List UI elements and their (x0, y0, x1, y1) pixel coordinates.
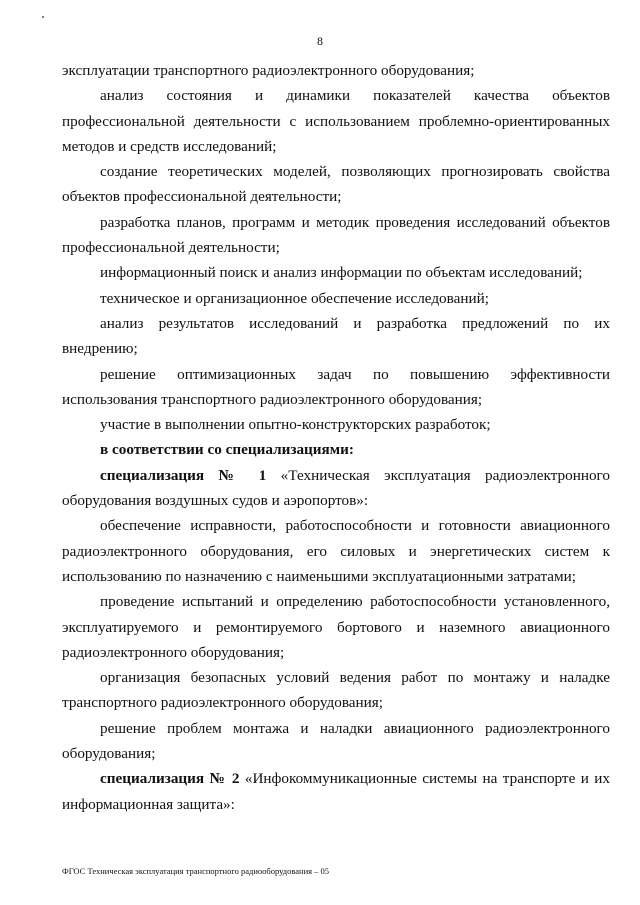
section-heading (62, 437, 610, 462)
section-heading-bold: в соответствии со специализациями: (100, 441, 354, 459)
specialization-2-heading: специализация № 2 «Инфокоммуникационные системы на транспорте и их информационная защита»: (62, 770, 610, 813)
document-body (62, 58, 610, 817)
page-number: 8 (317, 34, 323, 48)
paragraph-9: участие в выполнении опытно-конструкторских разработок; (100, 416, 491, 434)
paragraph-14: организация безопасных условий ведения работ по монтажу и наладке транспортного радиоэлектронного оборудования; (62, 669, 610, 712)
paragraph-4: разработка планов, программ и методик проведения исследований объектов профессиональной деятельности; (62, 213, 610, 257)
page-footer: ФГОС Техническая эксплуатация транспортного радиооборудования – 05 (62, 866, 330, 876)
paragraph-13: проведение испытаний и определению работоспособности установленного, эксплуатируемого и ремонтируемого бортового и наземного авиационного радиоэлектронного оборудования; (62, 593, 610, 661)
specialization-1-label: специализация № 1 (100, 466, 267, 484)
specialization-1-heading: специализация № 1 «Техническая эксплуатация радиоэлектронного оборудования воздушных судов и аэропортов»: (62, 466, 610, 510)
paragraph-7: анализ результатов исследований и разработка предложений по их внедрению; (62, 314, 610, 358)
paragraph-6: техническое и организационное обеспечение исследований; (100, 289, 489, 307)
paragraph-15: решение проблем монтажа и наладки авиационного радиоэлектронного оборудования; (62, 719, 610, 763)
paragraph-2: анализ состояния и динамики показателей качества объектов профессиональной деятельности с использованием проблемно-ориентированных методов и средств исследований; (62, 87, 610, 155)
paragraph-5: информационный поиск и анализ информации по объектам исследований; (100, 264, 583, 282)
paragraph-1: эксплуатации транспортного радиоэлектронного оборудования; (62, 62, 475, 79)
paragraph-3: создание теоретических моделей, позволяющих прогнозировать свойства объектов профессиональной деятельности; (62, 163, 610, 206)
paragraph-12: обеспечение исправности, работоспособности и готовности авиационного радиоэлектронного оборудования, его силовых и энергетических систем к использованию по назначению с наименьшими эксплуатационными затратами; (62, 517, 610, 585)
specialization-2-label: специализация № 2 (100, 770, 240, 788)
paragraph-8: решение оптимизационных задач по повышению эффективности использования транспортного радиоэлектронного оборудования; (62, 365, 610, 408)
scan-speck (42, 16, 44, 18)
